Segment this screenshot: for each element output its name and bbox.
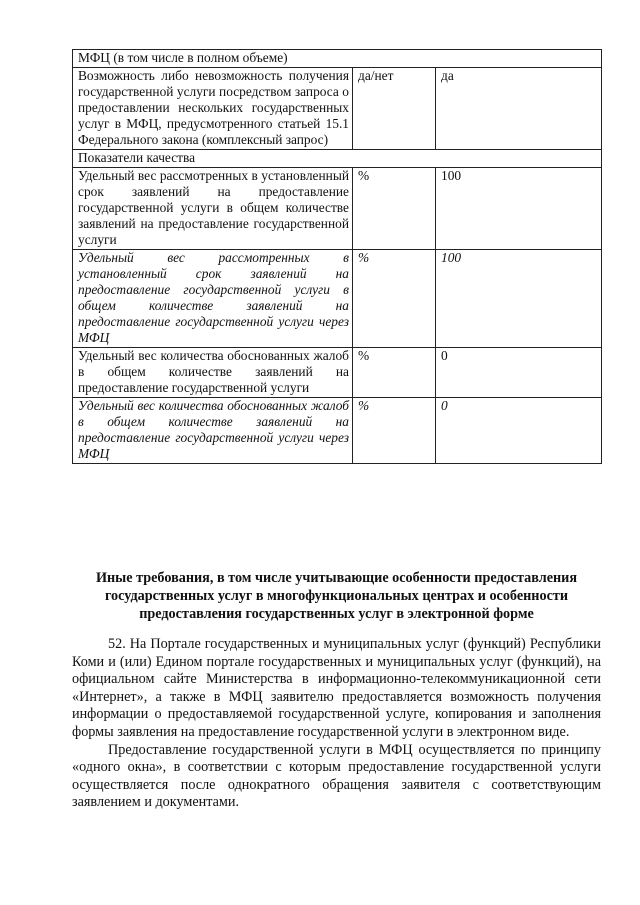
table-cell-name: Удельный вес количества обоснованных жалоб в общем количестве заявлений на предоставление государственной услуги	[73, 348, 353, 398]
table-cell-value: 0	[436, 348, 602, 398]
table-cell-value: 0	[436, 398, 602, 464]
table-cell-name: МФЦ (в том числе в полном объеме)	[73, 50, 602, 68]
table-cell-value: 100	[436, 168, 602, 250]
table-section-row	[73, 150, 602, 168]
paragraph: Предоставление государственной услуги в МФЦ осуществляется по принципу «одного окна», в соответствии с которым предоставление государственной услуги осуществляется после однократного обращения заявителя с соответствующим заявлением и документами.	[72, 741, 601, 811]
table-cell-name: Возможность либо невозможность получения государственной услуги посредством запроса о предоставлении нескольких государственных услуг в МФЦ, предусмотренного статьей 15.1 Федерального закона (комплексный запрос)	[73, 68, 353, 150]
table-cell-unit: %	[353, 398, 436, 464]
table-cell-name: Удельный вес количества обоснованных жалоб в общем количестве заявлений на предоставление государственной услуги через МФЦ	[73, 398, 353, 464]
body-text	[72, 636, 601, 812]
table-row	[73, 348, 602, 398]
table-row	[73, 398, 602, 464]
table-cell-name: Удельный вес рассмотренных в установленный срок заявлений на предоставление государственной услуги в общем количестве заявлений на предоставление государственной услуги	[73, 168, 353, 250]
table-cell-value: да	[436, 68, 602, 150]
table-cell-unit: %	[353, 348, 436, 398]
quality-indicators-table	[72, 49, 602, 464]
table-section-title: Показатели качества	[73, 150, 602, 168]
table-row	[73, 68, 602, 150]
table-cell-unit: %	[353, 250, 436, 348]
table-cell-unit: да/нет	[353, 68, 436, 150]
table-row	[73, 250, 602, 348]
paragraph: 52. На Портале государственных и муниципальных услуг (функций) Республики Коми и (или) Едином портале государственных и муниципальных услуг (функций), на официальном сайте Министерства в информационно-телекоммуникационной сети «Интернет», а также в МФЦ заявителю предоставляется возможность получения информации о предоставляемой государственной услуге, копирования и заполнения формы заявления на предоставление государственной услуги в электронном виде.	[72, 636, 601, 740]
table-cell-value: 100	[436, 250, 602, 348]
table-cell-unit: %	[353, 168, 436, 250]
section-heading: Иные требования, в том числе учитывающие особенности предоставления государственных услуг в многофункциональных центрах и особенности предоставления государственных услуг в электронной форме	[95, 570, 578, 622]
table-cell-name: Удельный вес рассмотренных в установленный срок заявлений на предоставление государственной услуги в общем количестве заявлений на предоставление государственной услуги через МФЦ	[73, 250, 353, 348]
table-row	[73, 168, 602, 250]
table-row	[73, 50, 602, 68]
